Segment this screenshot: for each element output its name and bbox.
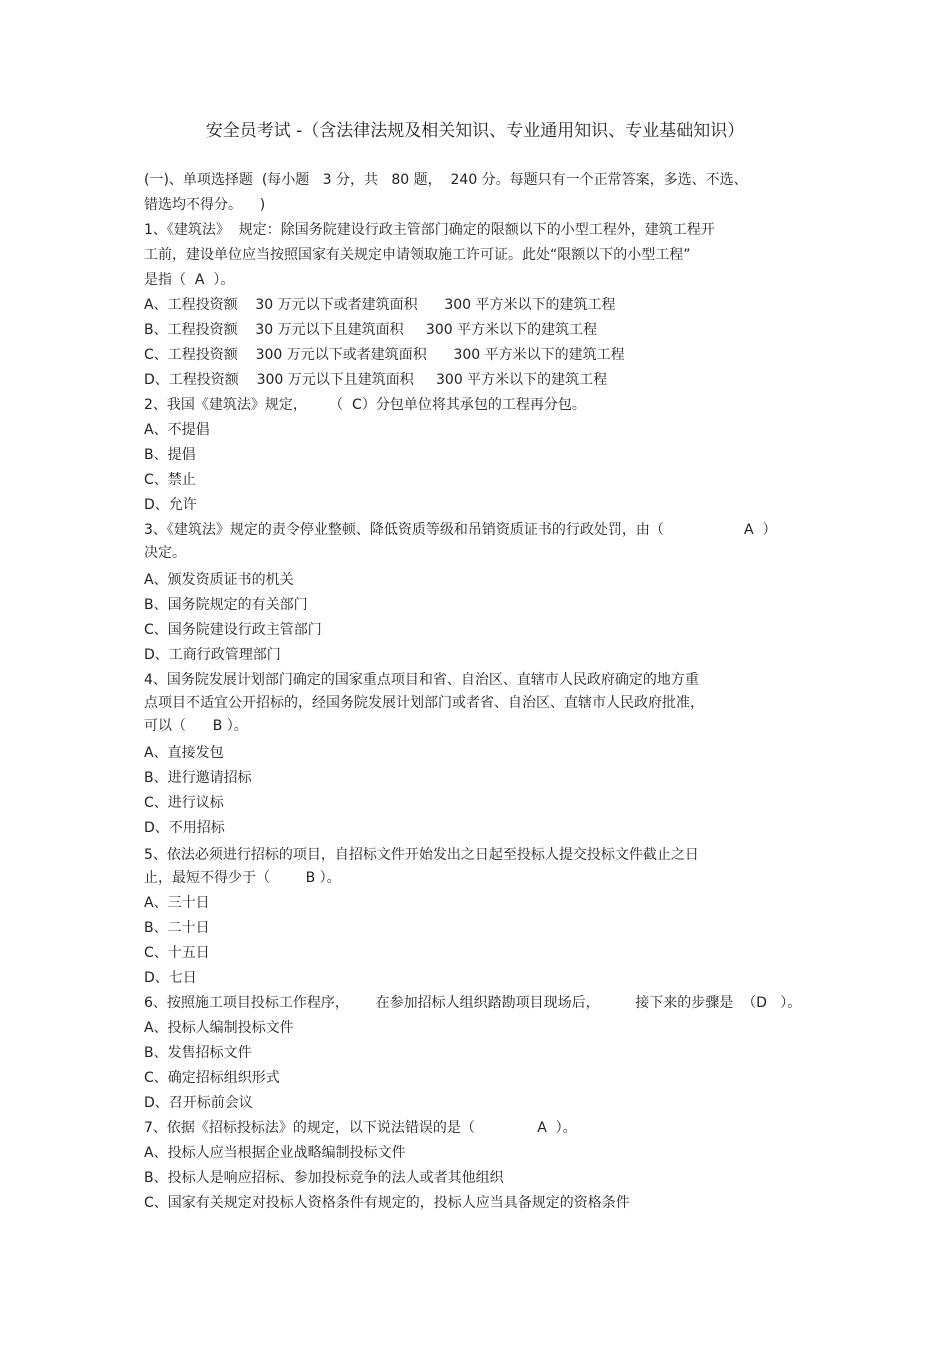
text-line: D、允许 — [144, 497, 197, 513]
text-line: D、不用招标 — [144, 820, 225, 836]
text-line: 5、依法必须进行招标的项目，自招标文件开始发出之日起至投标人提交投标文件截止之日 — [144, 847, 699, 863]
text-line: A、不提倡 — [144, 422, 210, 438]
text-line: 工前，建设单位应当按照国家有关规定申请领取施工许可证。此处“限额以下的小型工程” — [144, 247, 691, 263]
text-line: A、投标人编制投标文件 — [144, 1020, 294, 1036]
text-line: 3、《建筑法》规定的责令停业整顿、降低资质等级和吊销资质证书的行政处罚，由（ A ） — [144, 522, 777, 538]
text-line: A、工程投资额 30 万元以下或者建筑面积 300 平方米以下的建筑工程 — [144, 297, 616, 313]
text-line: 决定。 — [144, 545, 186, 561]
text-line: B、提倡 — [144, 447, 196, 463]
text-line: C、确定招标组织形式 — [144, 1070, 280, 1086]
text-line: B、进行邀请招标 — [144, 770, 252, 786]
text-line: A、颁发资质证书的机关 — [144, 572, 294, 588]
text-line: 4、国务院发展计划部门确定的国家重点项目和省、自治区、直辖市人民政府确定的地方重 — [144, 672, 699, 688]
text-line: A、三十日 — [144, 895, 210, 911]
text-line: C、国家有关规定对投标人资格条件有规定的，投标人应当具备规定的资格条件 — [144, 1195, 630, 1211]
text-line: B、二十日 — [144, 920, 210, 936]
text-line: 错选均不得分。 ) — [144, 197, 266, 213]
text-line: C、十五日 — [144, 945, 210, 961]
text-line: D、工商行政管理部门 — [144, 647, 281, 663]
text-line: B、国务院规定的有关部门 — [144, 597, 308, 613]
text-line: C、禁止 — [144, 472, 196, 488]
text-line: C、工程投资额 300 万元以下或者建筑面积 300 平方米以下的建筑工程 — [144, 347, 625, 363]
text-line: C、国务院建设行政主管部门 — [144, 622, 322, 638]
text-line: 2、我国《建筑法》规定， （ C）分包单位将其承包的工程再分包。 — [144, 397, 586, 413]
text-line: 1、《建筑法》 规定：除国务院建设行政主管部门确定的限额以下的小型工程外，建筑工程开 — [144, 222, 715, 238]
text-line: B、工程投资额 30 万元以下且建筑面积 300 平方米以下的建筑工程 — [144, 322, 598, 338]
text-line: C、进行议标 — [144, 795, 224, 811]
text-line: D、工程投资额 300 万元以下且建筑面积 300 平方米以下的建筑工程 — [144, 372, 608, 388]
text-line: 可以（ B ）。 — [144, 718, 248, 734]
text-line: D、召开标前会议 — [144, 1095, 253, 1111]
text-line: (一)、单项选择题 (每小题 3 分，共 80 题， 240 分。每题只有一个正常答案，多选、不选、 — [144, 172, 748, 188]
text-line: B、发售招标文件 — [144, 1045, 252, 1061]
text-line: D、七日 — [144, 970, 197, 986]
text-line: 点项目不适宜公开招标的，经国务院发展计划部门或者省、自治区、直辖市人民政府批准， — [144, 695, 704, 711]
text-line: 7、依据《招标投标法》的规定，以下说法错误的是（ A ）。 — [144, 1120, 577, 1136]
text-line: A、直接发包 — [144, 745, 224, 761]
text-line: 6、按照施工项目投标工作程序， 在参加招标人组织踏勘项目现场后， 接下来的步骤是 （D ）。 — [144, 995, 802, 1011]
text-line: B、投标人是响应招标、参加投标竞争的法人或者其他组织 — [144, 1170, 504, 1186]
page-title: 安全员考试 -（含法律法规及相关知识、专业通用知识、专业基础知识） — [205, 121, 745, 141]
text-line: 是指（ A ）。 — [144, 272, 235, 288]
text-line: 止，最短不得少于（ B ）。 — [144, 870, 341, 886]
text-line: A、投标人应当根据企业战略编制投标文件 — [144, 1145, 406, 1161]
